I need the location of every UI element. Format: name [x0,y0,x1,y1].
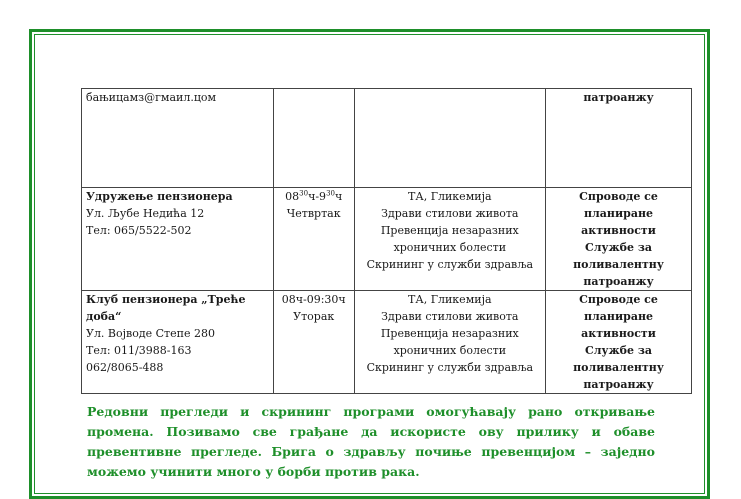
note-line: планиране активности [581,207,656,237]
service-item: Превенција незаразних [380,327,519,340]
note-cell [546,188,692,291]
service-item: Здрави стилови живота [381,310,519,323]
time-cell [273,188,354,291]
email-text: бањицамз@гмаил.цом [86,91,217,104]
service-item: хроничних болести [393,241,507,254]
table-row [82,89,692,188]
time-text: $08^{30}ч-9^{30}ч$ [285,189,343,203]
day-text: Четвртак [286,207,341,220]
service-item: ТА, Гликемија [408,190,492,203]
organization-phone: Тел: 011/3988-163 [86,344,192,357]
note-cell [546,291,692,394]
note-line: патроанжу [583,275,654,288]
service-item: Скрининг у служби здравља [366,361,534,374]
service-item: хроничних болести [393,344,507,357]
organization-cell [82,291,274,394]
schedule-table [81,88,692,394]
table-row [82,188,692,291]
day-text: Уторак [293,310,335,323]
organization-address: Ул. Војводе Степе 280 [86,327,215,340]
contact-cell [82,89,274,188]
table-row [82,291,692,394]
services-cell [354,188,545,291]
note-line: поливалентну [573,361,664,374]
time-text: 08ч-09:30ч [281,293,346,306]
service-item: ТА, Гликемија [408,293,492,306]
organization-cell [82,188,274,291]
note-line: Службе за [585,344,652,357]
note-text: патроанжу [583,91,654,104]
service-item: Здрави стилови живота [381,207,519,220]
services-cell [354,291,545,394]
organization-phone: Тел: 065/5522-502 [86,224,192,237]
note-line: Службе за [585,241,652,254]
service-item: Превенција незаразних [380,224,519,237]
note-line: планиране активности [581,310,656,340]
note-line: Спроводе се [579,293,658,306]
organization-name: Клуб пензионера „Треће доба“ [86,293,246,323]
organization-name: Удружење пензионера [86,190,233,203]
note-cell [546,89,692,188]
services-cell [354,89,545,188]
note-line: поливалентну [573,258,664,271]
closing-paragraph: Редовни прегледи и скрининг програми омогућавају рано откривање промена. Позивамо све грађане да искористе ову прилику и обаве превентивне прегледе. Брига о здрављу почиње превенцијом – заједно можемо учинити много у борби против рака. [87,404,655,479]
time-cell [273,291,354,394]
time-cell [273,89,354,188]
organization-address: Ул. Љубе Недића 12 [86,207,205,220]
note-line: патроанжу [583,378,654,391]
service-item: Скрининг у служби здравља [366,258,534,271]
organization-phone: 062/8065-488 [86,361,164,374]
note-line: Спроводе се [579,190,658,203]
